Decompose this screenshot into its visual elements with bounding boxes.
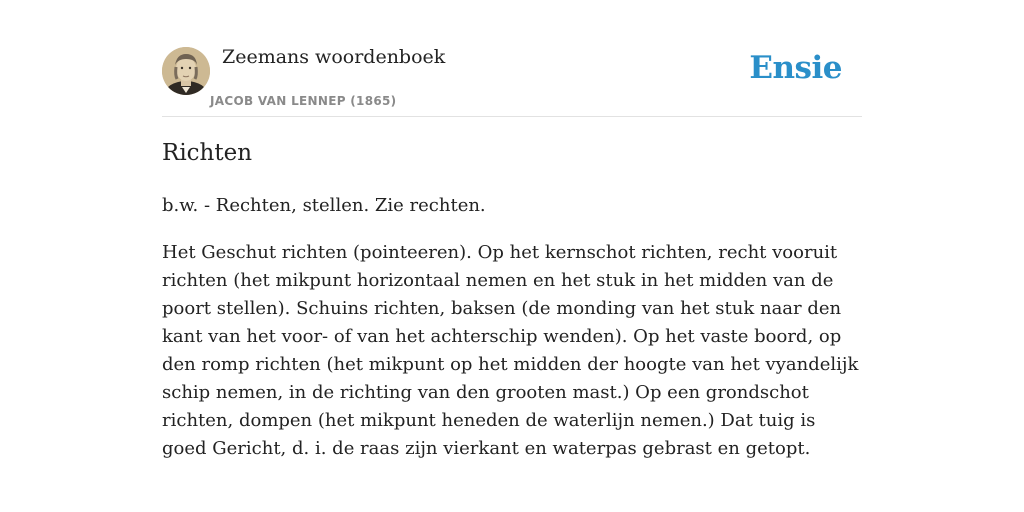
entry-definition: b.w. - Rechten, stellen. Zie rechten. xyxy=(162,195,486,216)
dictionary-title[interactable]: Zeemans woordenboek xyxy=(222,46,446,68)
entry-body: Het Geschut richten (pointeeren). Op het kernschot richten, recht vooruit richten (het mikpunt horizontaal nemen en het stuk in het midden van de poort stellen). Schuins richten, baksen (de monding van het stuk naar den kant van het voor- of van het achterschip wenden). Op het vaste boord, op den romp richten (het mikpunt op het midden der hoogte van het vyandelijk schip nemen, in de richting van den grooten mast.) Op een grondschot richten, dompen (het mikpunt heneden de waterlijn nemen.) Dat tuig is goed Gericht, d. i. de raas zijn vierkant en waterpas gebrast en getopt. xyxy=(162,242,859,459)
dictionary-author: JACOB VAN LENNEP (1865) xyxy=(210,94,397,108)
page xyxy=(162,0,862,459)
dictionary-header xyxy=(162,0,862,117)
entry-title: Richten xyxy=(162,140,253,166)
ensie-logo-link[interactable]: Ensie xyxy=(749,50,842,86)
author-portrait-icon[interactable] xyxy=(162,47,210,95)
